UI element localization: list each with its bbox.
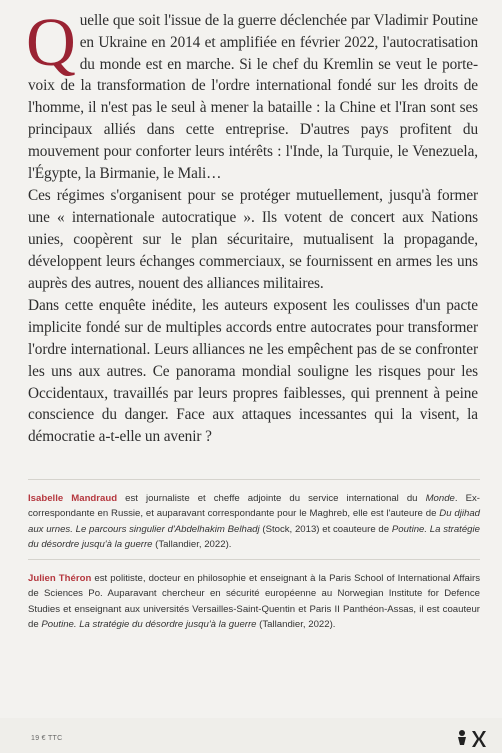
author-bio-text: est politiste, docteur en philosophie et enseignant à la Paris School of International Affairs de Sciences Po. Auparavant chercheur en sécurité européenne au Norwegian Institute for Defence Studies et enseignant aux universités Versailles-Saint-Quentin et Paris II Panthéon-Assas, il est coauteur de — [28, 573, 480, 631]
blurb-paragraph-2: Ces régimes s'organisent pour se protéger mutuellement, jusqu'à former une « internationale autocratique ». Ils votent de concert aux Nations unies, coopèrent sur le plan sécuritaire, mutualisent la propagande, développent leurs échanges commerciaux, se fournissent en armes les uns auprès des autres, nouent des alliances militaires. — [28, 187, 478, 292]
book-title: Poutine. La stratégie du désordre jusqu'à la guerre — [41, 619, 257, 631]
author-bio-text: est journaliste et cheffe adjointe du service international du — [117, 493, 426, 504]
blurb-paragraph-3: Dans cette enquête inédite, les auteurs exposent les coulisses d'un pacte implicite fondé sur de multiples accords entre autocrates pour transformer l'ordre international. Leurs alliances ne les empêchent pas de se confronter les uns aux autres. Ce panorama mondial souligne les risques pour les Occidentaux, travaillés par leurs propres faiblesses, qui prennent à peine conscience du danger. Face aux attaques incessantes qui la visent, la démocratie a-t-elle un avenir ? — [28, 297, 478, 446]
author-bio-1 — [28, 491, 480, 553]
author-bio-italic: Monde — [425, 493, 455, 504]
author-bio-text: (Stock, 2013) et coauteure de — [259, 523, 392, 535]
divider — [28, 559, 480, 560]
author-bio-text: . Ex-correspondante en Russie, et auparavant correspondante pour le Maghreb, elle est l'auteure de — [28, 493, 481, 520]
drop-cap: Q — [26, 4, 76, 80]
blurb-paragraph-1-text: uelle que soit l'issue de la guerre déclenchée par Vladimir Poutine en Ukraine en 2014 et amplifiée en février 2022, l'autocratisation du monde est en marche. Si le chef du Kremlin se veut le porte-voix de la transformation de l'ordre international fondé sur les droits de l'homme, il n'est pas le seul à mener la bataille : la Chine et l'Iran sont ses principaux alliés dans cette entreprise. D'autres pays profitent du mouvement pour conforter leurs intérêts : l'Inde, la Turquie, le Venezuela, l'Égypte, la Birmanie, le Mali… — [28, 12, 478, 182]
book-title: Poutine. La stratégie du désordre jusqu'à la guerre — [28, 523, 480, 551]
price-label: 19 € TTC — [31, 735, 63, 742]
tallandier-logo-icon — [455, 727, 491, 749]
author-name: Julien Théron — [28, 573, 92, 584]
author-bio-text: (Tallandier, 2022). — [256, 619, 336, 631]
author-bio-text: (Tallandier, 2022). — [152, 539, 232, 551]
book-title: Du djihad aux urnes. Le parcours singulier d'Abdelhakim Belhadj — [28, 508, 480, 535]
author-name: Isabelle Mandraud — [28, 493, 118, 504]
author-bio-2 — [28, 571, 480, 633]
blurb-paragraph-1 — [26, 4, 478, 184]
footer-bar — [0, 718, 502, 753]
divider — [28, 479, 480, 480]
blurb — [26, 4, 478, 449]
